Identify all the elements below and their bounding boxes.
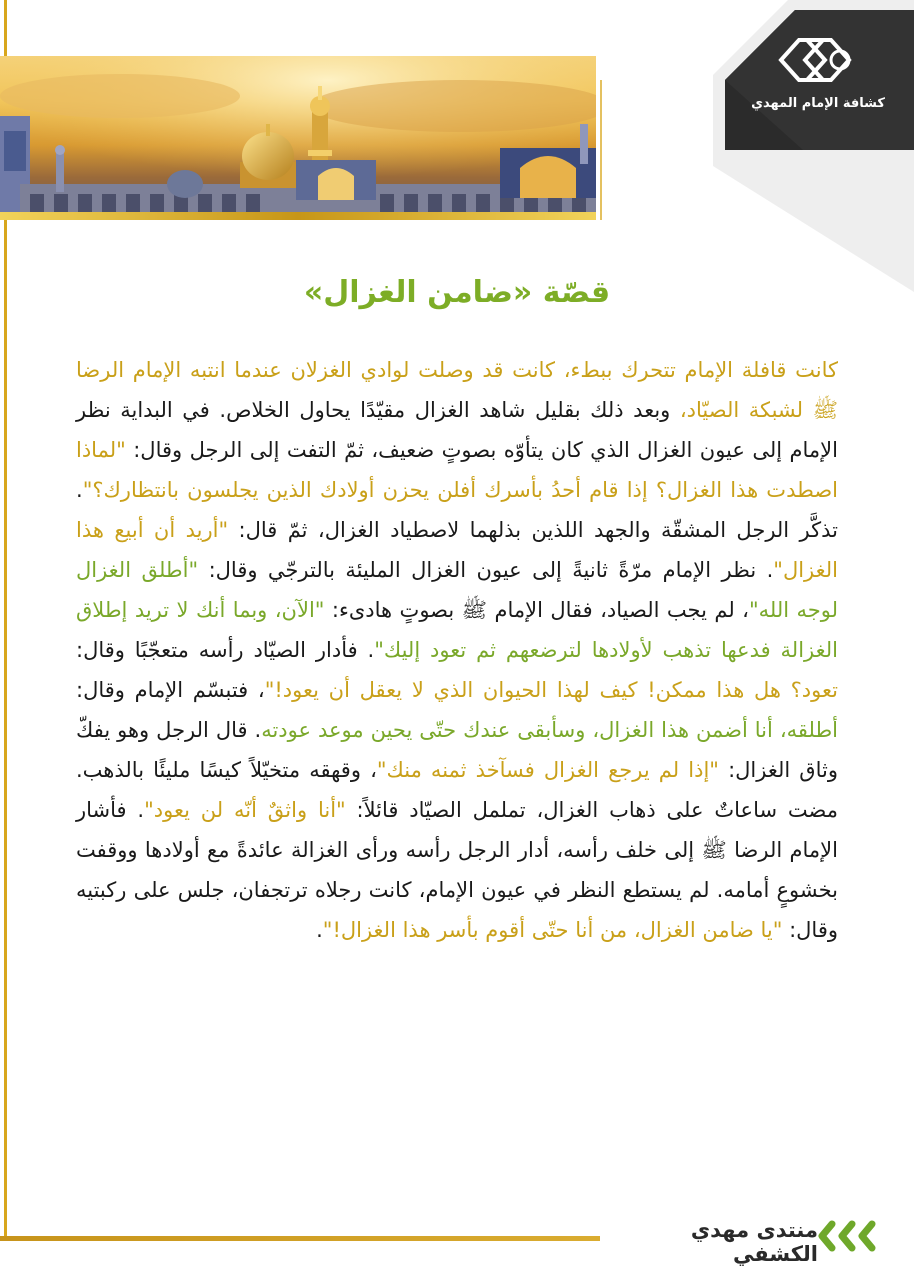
story-text: ، فتبسّم الإمام وقال: (76, 678, 265, 702)
photo-border-accent (600, 80, 602, 220)
story-text: . نظر الإمام مرّةً ثانيةً إلى عيون الغزال المليئة بالترجّي وقال: (198, 558, 774, 582)
logo-badge (713, 0, 914, 292)
photo-gold-border (0, 212, 596, 220)
story-quote: "الآن، وبما أنك لا تريد إطلاق الغزالة فدعها تذهب لأولادها لترضعهم ثم تعود إليك" (76, 598, 838, 662)
story-text: . فأشار الإمام الرضا ﷺ إلى خلف رأسه، أدار الرجل رأسه ورأى الغزالة عائدةً مع أولادها ووقفت بخشوعٍ أمامه. لم يستطع النظر في عيون الإمام، كانت رجلاه ترتجفان، جلس على ركبتيه وقال: (76, 798, 838, 942)
story-quote: "لماذا اصطدت هذا الغزال؟ إذا قام أحدُ بأسرك أفلن يحزن أولادك الذين يجلسون بانتظارك؟" (76, 438, 838, 502)
story-quote: أطلقه، أنا أضمن هذا الغزال، وسأبقى عندك حتّى يحين موعد عودته (261, 718, 838, 742)
story-quote: "يا ضامن الغزال، من أنا حتّى أقوم بأسر هذا الغزال!" (322, 918, 783, 942)
story-intro: كانت قافلة الإمام تتحرك ببطء، كانت قد وصلت لوادي الغزلان عندما انتبه الإمام الرضا ﷺ لشبكة الصيّاد، (76, 358, 838, 422)
story-text: . (316, 918, 323, 942)
footer-label: منتدى مهدي الكشفي (600, 1218, 826, 1266)
story-quote: "إذا لم يرجع الغزال فسآخذ ثمنه منك" (376, 758, 719, 782)
chevrons-left-icon (818, 1220, 888, 1252)
story-quote: تعود؟ هل هذا ممكن! كيف لهذا الحيوان الذي لا يعقل أن يعود!" (264, 678, 838, 702)
shrine-dome-photo (0, 56, 596, 218)
story-quote: "أطلق الغزال لوجه الله" (76, 558, 839, 622)
story-text: ، لم يجب الصياد، فقال الإمام ﷺ بصوتٍ هادىء: (324, 598, 749, 622)
story-quote: "أنا واثقٌ أنّه لن يعود" (144, 798, 346, 822)
story-text: . قال الرجل وهو يفكّ وثاق الغزال: (76, 718, 838, 782)
story-body (76, 350, 838, 950)
story-text: . فأدار الصيّاد رأسه متعجّبًا وقال: (76, 638, 375, 662)
page-title: قصّة «ضامن الغزال» (303, 275, 611, 310)
header-photo (0, 56, 596, 218)
logo-name: كشافة الإمام المهدي (751, 96, 885, 111)
story-text: وبعد ذلك بقليل شاهد الغزال مقيّدًا يحاول الخلاص. في البداية نظر الإمام إلى عيون الغزال الذي كان يتأوّه بصوتٍ ضعيف، ثمّ التفت إلى الرجل وقال: (76, 398, 838, 462)
story-quote: "أريد أن أبيع هذا الغزال" (76, 518, 838, 582)
story-text: . تذكَّر الرجل المشقّة والجهد اللذين بذلهما لاصطياد الغزال، ثمّ قال: (76, 478, 838, 542)
story-text: ، وقهقه متخيّلاً كيسًا مليئًا بالذهب. مضت ساعاتٌ على ذهاب الغزال، تململ الصيّاد قائلاً: (76, 758, 838, 822)
